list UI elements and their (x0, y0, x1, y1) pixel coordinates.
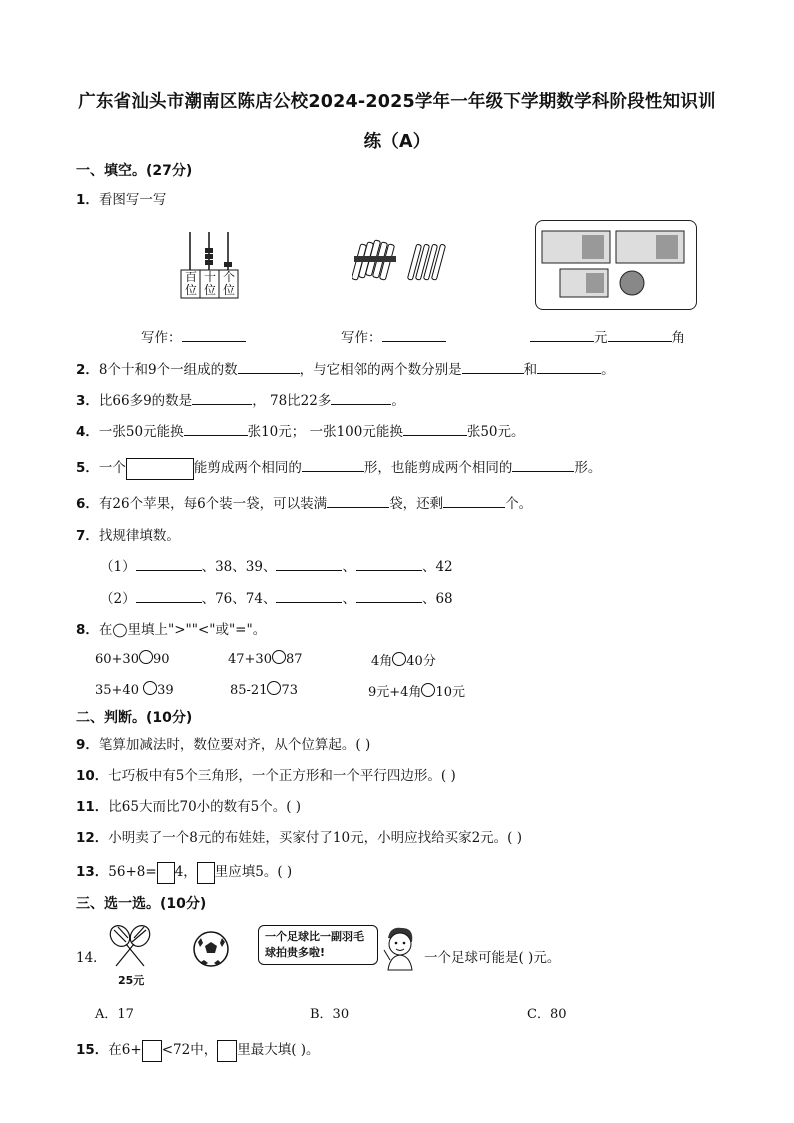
answer-blank[interactable] (462, 359, 524, 374)
question-12: 12．小明卖了一个8元的布娃娃，买家付了10元，小明应找给买家2元。( ) (76, 830, 522, 846)
answer-blank[interactable] (403, 421, 467, 436)
question-15: 15．在6+ <72中， 里最大填( )。 (76, 1038, 320, 1062)
compare-circle[interactable] (272, 650, 286, 664)
answer-box[interactable] (142, 1040, 162, 1062)
sticks-bundle-image (352, 238, 452, 284)
answer-blank[interactable] (276, 556, 342, 571)
answer-blank[interactable] (192, 390, 252, 405)
answer-blank[interactable] (443, 493, 505, 508)
q1-write-row-1: 写作： (141, 326, 246, 346)
compare-item: 60+30 90 (95, 652, 170, 667)
option-c[interactable]: C．80 (527, 1007, 567, 1022)
question-11: 11．比65大而比70小的数有5个。( ) (76, 799, 302, 815)
question-7: 7．找规律填数。 (76, 528, 180, 544)
question-13: 13．56+8= 4， 里应填5。( ) (76, 860, 292, 884)
question-3: 3．比66多9的数是 ， 78比22多 。 (76, 389, 405, 409)
question-8: 8．在◯里填上">""<"或"="。 (76, 622, 267, 638)
section-heading-fill: 一、填空。(27分) (76, 163, 193, 179)
q1-write-row-2: 写作： (341, 326, 446, 346)
compare-item: 85-21 73 (230, 683, 299, 698)
compare-item: 47+30 87 (228, 652, 303, 667)
answer-blank[interactable] (356, 588, 422, 603)
section-heading-choose: 三、选一选。(10分) (76, 896, 207, 912)
q7-row-1: （1） 、38、39、 、 、42 (100, 555, 453, 575)
question-6: 6．有26个苹果，每6个装一袋，可以装满 袋，还剩 个。 (76, 492, 532, 512)
answer-blank[interactable] (512, 457, 574, 472)
answer-blank[interactable] (182, 327, 246, 342)
answer-blank[interactable] (184, 421, 248, 436)
compare-item: 9元+4角 10元 (368, 685, 465, 700)
abacus-image (178, 228, 242, 300)
doc-title-line1: 广东省汕头市潮南区陈店公校2024-2025学年一年级下学期数学科阶段性知识训 (78, 92, 716, 112)
abacus-label-ones: 个位 (222, 270, 235, 297)
q1-money-row: 元 角 (530, 326, 685, 346)
compare-item: 4角 40分 (371, 654, 436, 669)
answer-blank[interactable] (238, 359, 300, 374)
abacus-label-hundreds: 百位 (184, 270, 197, 297)
speech-bubble: 一个足球比一副羽毛球拍贵多啦! (258, 925, 378, 965)
rectangle-shape (126, 458, 194, 480)
compare-circle[interactable] (267, 681, 281, 695)
option-b[interactable]: B．30 (310, 1007, 350, 1022)
question-2: 2．8个十和9个一组成的数 ，与它相邻的两个数分别是 和 。 (76, 358, 615, 378)
answer-blank[interactable] (136, 588, 202, 603)
answer-blank[interactable] (608, 327, 672, 342)
answer-box[interactable] (197, 862, 215, 884)
compare-circle[interactable] (392, 652, 406, 666)
question-9: 9．笔算加减法时，数位要对齐，从个位算起。( ) (76, 737, 371, 753)
question-14-text: 一个足球可能是( )元。 (424, 950, 561, 966)
answer-blank[interactable] (302, 457, 364, 472)
q7-row-2: （2） 、76、74、 、 、68 (100, 587, 453, 607)
racket-price: 25元 (118, 974, 145, 987)
question-10: 10．七巧板中有5个三角形，一个正方形和一个平行四边形。( ) (76, 768, 456, 784)
boy-avatar (380, 924, 420, 972)
question-1: 1．看图写一写 (76, 192, 167, 208)
answer-box[interactable] (217, 1040, 237, 1062)
compare-item: 35+40 39 (95, 683, 174, 698)
doc-title-line2: 练（A） (363, 132, 431, 152)
answer-blank[interactable] (382, 327, 446, 342)
money-image (535, 220, 697, 310)
question-4: 4．一张50元能换 张10元； 一张100元能换 张50元。 (76, 420, 525, 440)
section-heading-judge: 二、判断。(10分) (76, 710, 193, 726)
question-5: 5．一个 能剪成两个相同的 形，也能剪成两个相同的 形。 (76, 456, 601, 480)
answer-blank[interactable] (537, 359, 601, 374)
compare-circle[interactable] (143, 681, 157, 695)
answer-blank[interactable] (136, 556, 202, 571)
answer-blank[interactable] (331, 390, 391, 405)
answer-blank[interactable] (276, 588, 342, 603)
compare-circle[interactable] (139, 650, 153, 664)
answer-blank[interactable] (356, 556, 422, 571)
badminton-rackets-image (104, 924, 156, 968)
football-icon (192, 930, 230, 968)
option-a[interactable]: A．17 (95, 1007, 134, 1022)
answer-box[interactable] (157, 862, 175, 884)
abacus-label-tens: 十位 (203, 270, 216, 297)
question-14-number: 14． (76, 950, 107, 966)
answer-blank[interactable] (530, 327, 594, 342)
compare-circle[interactable] (421, 683, 435, 697)
answer-blank[interactable] (327, 493, 389, 508)
